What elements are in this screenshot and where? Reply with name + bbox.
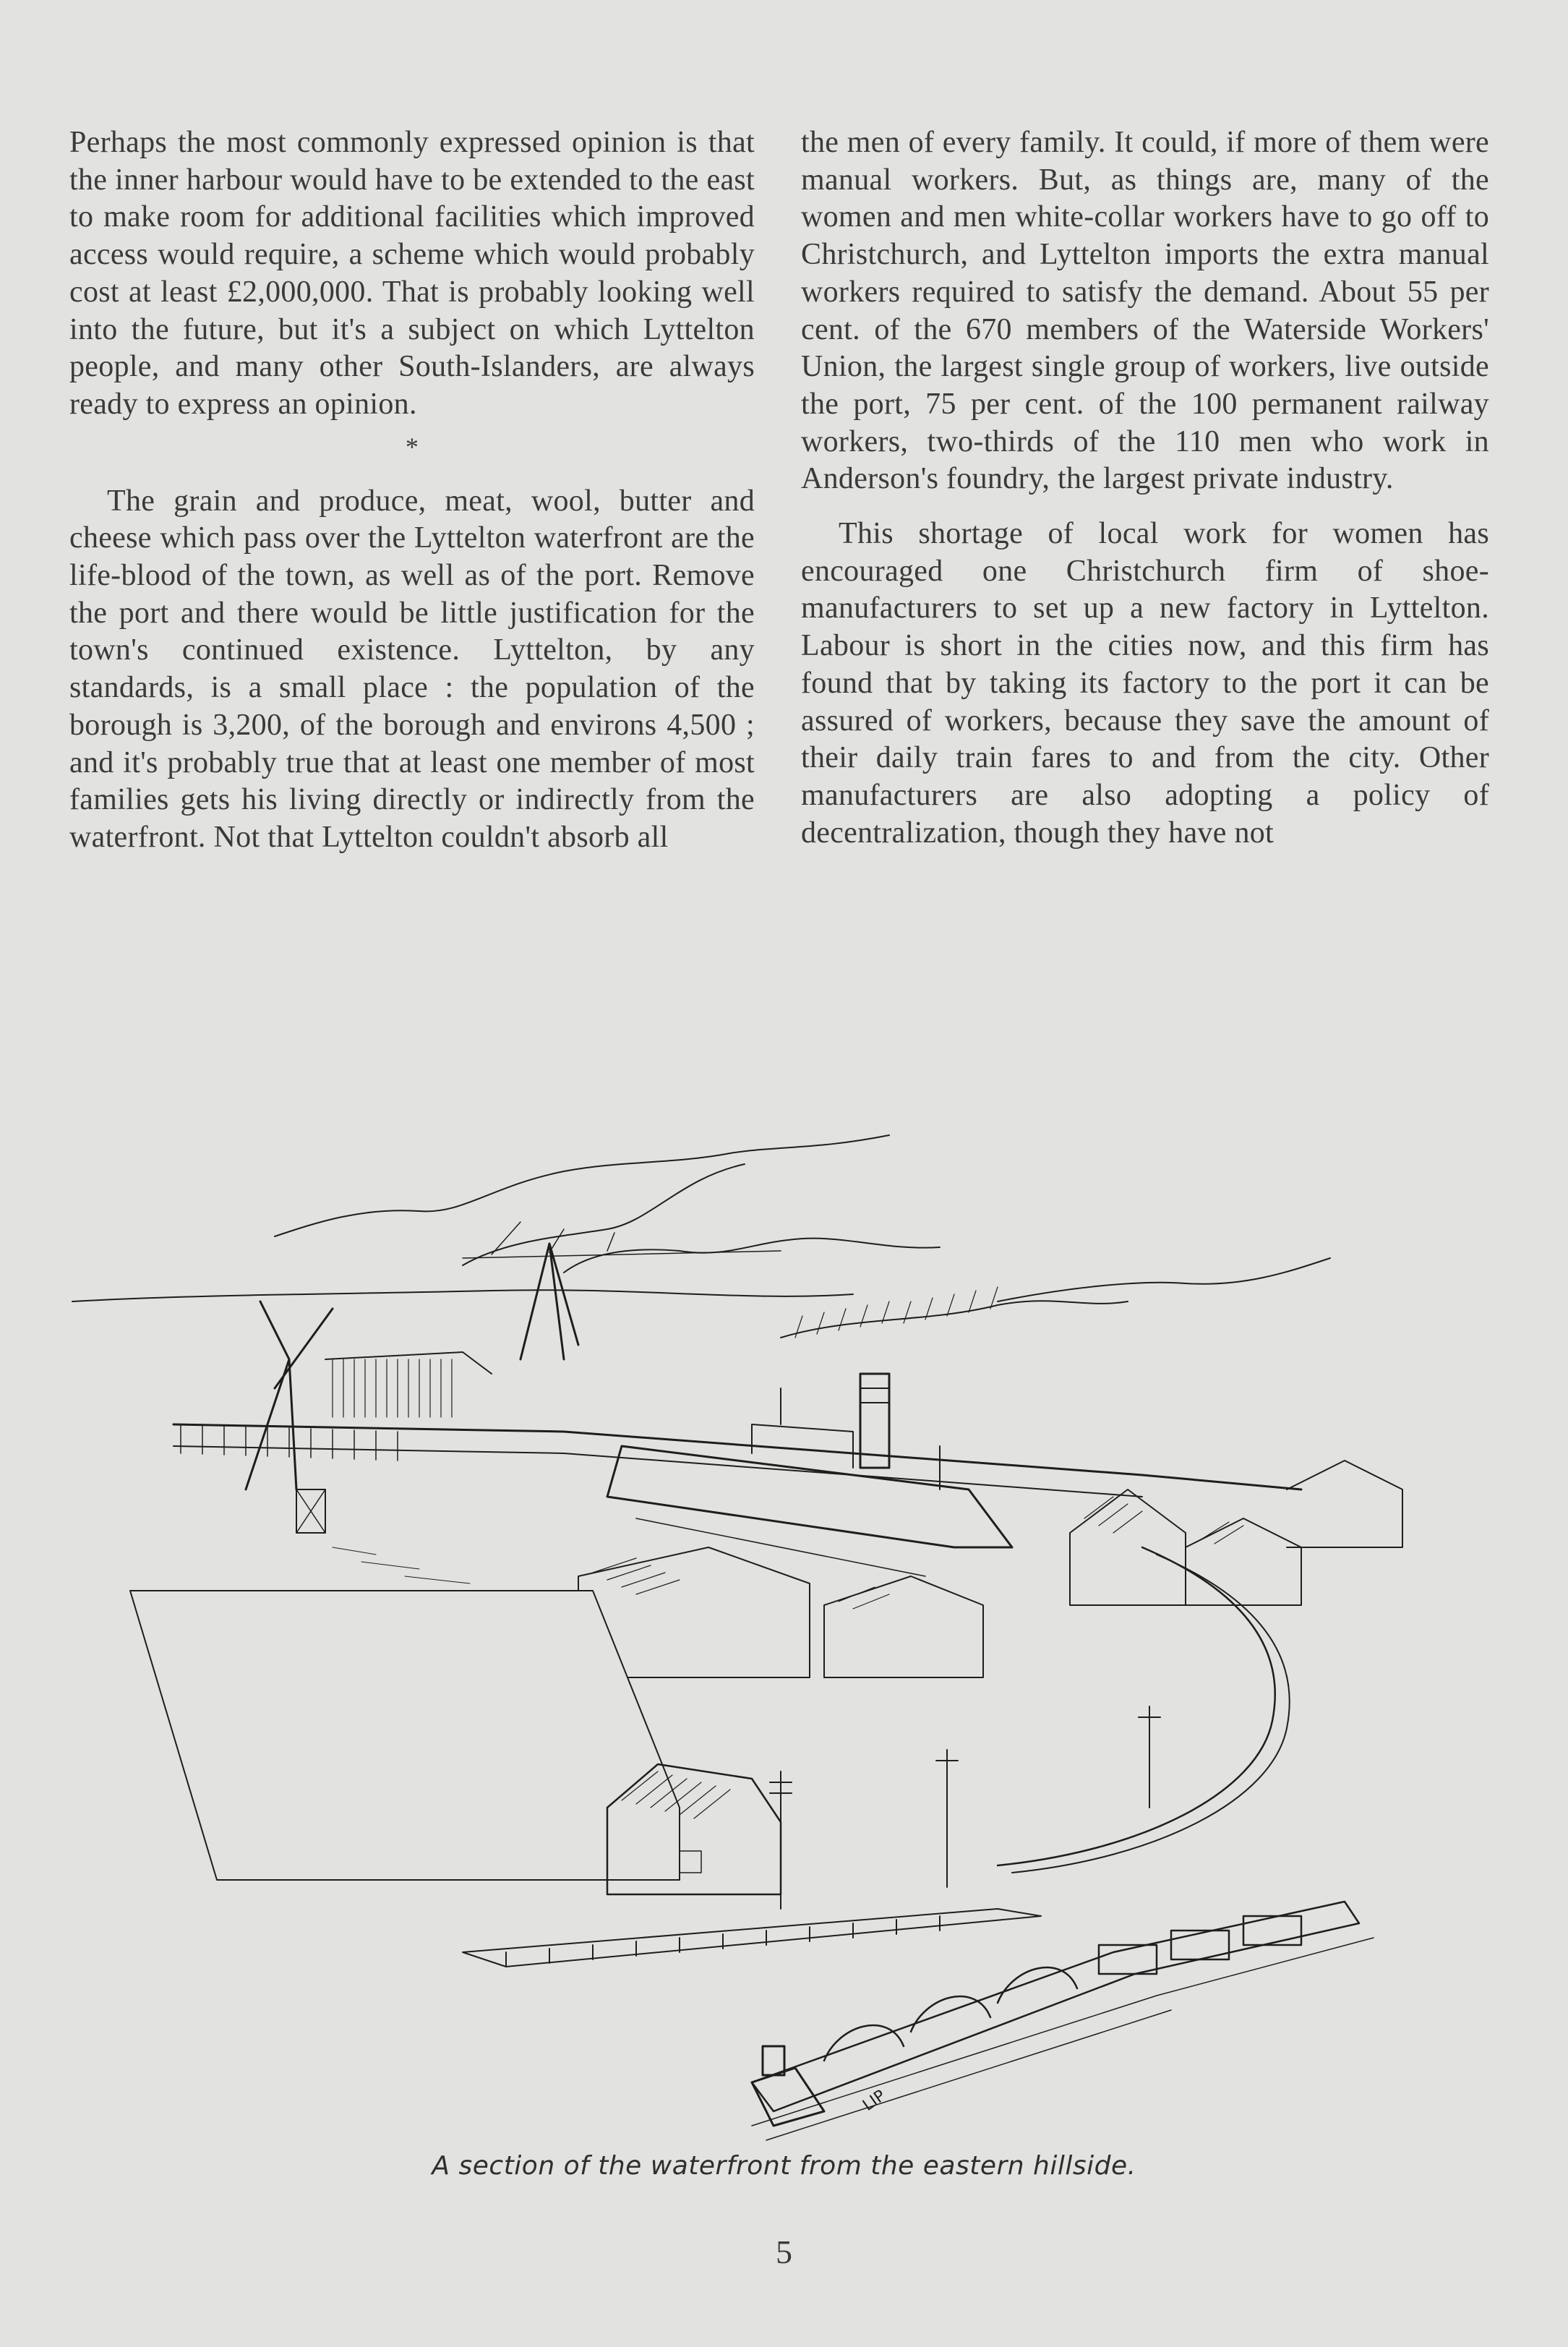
ridge-hatch — [463, 1222, 781, 1258]
building — [1186, 1518, 1301, 1605]
figure-caption: A section of the waterfront from the eastern hillside. — [432, 2151, 1136, 2181]
railway-curve — [1012, 1555, 1290, 1873]
right-paragraph-2: This shortage of local work for women has encouraged one Christchurch firm of shoe-manufacturers to set up a new factory in Lyttelton. Labour is short in the cities now, and this firm has found that by taking its factory to the port it can be assured of workers, because they save the amount of their daily train fares to and from the city. Other manufacturers are also adopting a policy of decentralization, though they have not — [801, 517, 1489, 850]
ship-funnel-bands — [860, 1388, 889, 1403]
hill-line — [998, 1258, 1330, 1301]
wall-block — [130, 1591, 680, 1880]
right-column — [801, 124, 1489, 852]
wharf-deck — [173, 1424, 1301, 1489]
telegraph-pole — [770, 1771, 792, 1909]
shed-roof-hatch — [593, 1558, 889, 1609]
left-column — [69, 124, 755, 857]
goods-train — [463, 1909, 1041, 1967]
ridge — [781, 1301, 1128, 1338]
telegraph-pole — [936, 1750, 958, 1887]
building — [1287, 1461, 1402, 1547]
hill-line — [463, 1164, 745, 1265]
ship-reflection — [636, 1518, 925, 1576]
hill-line — [275, 1135, 889, 1236]
hill-line — [564, 1239, 940, 1273]
shed — [824, 1576, 983, 1677]
artist-signature: LIP — [860, 2087, 889, 2115]
crane — [520, 1244, 578, 1359]
shoreline — [72, 1290, 853, 1301]
ridge-hatching — [795, 1287, 998, 1338]
warehouse-hatching — [333, 1359, 452, 1417]
house-window — [680, 1851, 701, 1873]
waterfront-illustration — [58, 1085, 1504, 2162]
left-paragraph-2: The grain and produce, meat, wool, butter and cheese which pass over the Lyttelton waterfront are the life-blood of the town, as well as of the port. Remove the port and there would be little justification for the town's continued existence. Lyttelton, by any standards, is a small place : the population of the borough is 3,200, of the borough and environs 4,500 ; and it's probably true that at least one member of most families gets his living directly or indirectly from the waterfront. Not that Lyttelton couldn't absorb all — [69, 484, 755, 854]
crane-base-cross — [296, 1489, 325, 1533]
right-paragraph-1: the men of every family. It could, if more of them were manual workers. But, as things are, many of the women and men white-collar workers have to go off to Christchurch, and Lyttelton imports the extra manual workers required to satisfy the demand. About 55 per cent. of the 670 members of the Waterside Workers' Union, the largest single group of workers, live outside the port, 75 per cent. of the 100 permanent railway workers, two-thirds of the 110 men who work in Anderson's foundry, the largest private industry. — [801, 126, 1489, 496]
crane — [246, 1301, 333, 1489]
telegraph-pole — [1139, 1706, 1160, 1808]
building — [1070, 1489, 1186, 1605]
railway-curve — [998, 1547, 1275, 1865]
covered-wagons — [752, 1902, 1359, 2111]
track-lines — [752, 1938, 1374, 2140]
wharf-piles — [181, 1424, 398, 1461]
page-number: 5 — [776, 2233, 792, 2270]
left-paragraph-1: Perhaps the most commonly expressed opinion is that the inner harbour would have to be extended to the east to make room for additional facilities which improved access would require, a scheme which would probably cost at least £2,000,000. That is probably looking well into the future, but it's a subject on which Lyttelton people, and many other South-Islanders, are always ready to express an opinion. — [69, 126, 755, 421]
section-divider: * — [405, 432, 419, 461]
